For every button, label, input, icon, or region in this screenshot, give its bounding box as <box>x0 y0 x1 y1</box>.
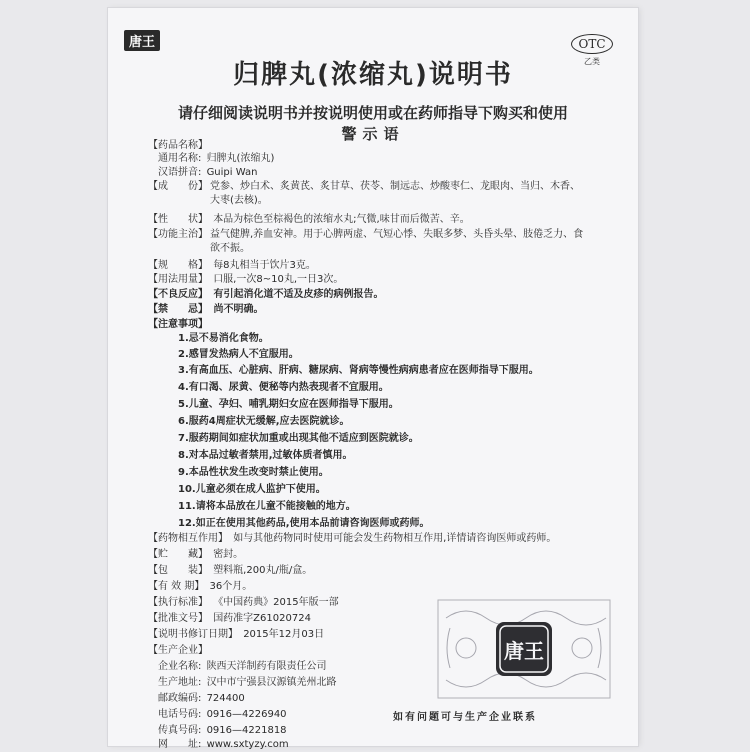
postcode-row <box>158 692 245 706</box>
section-packaging <box>148 564 312 578</box>
warning-heading: 警示语 <box>341 125 405 143</box>
company-name-label: 企业名称: <box>158 661 202 672</box>
indications-label: 【功能主治】 <box>148 229 208 240</box>
website-value: www.sxtyzy.com <box>206 739 289 750</box>
section-properties <box>148 213 470 227</box>
section-indications <box>148 228 588 256</box>
address-row <box>158 676 337 690</box>
revision-label: 【说明书修订日期】 <box>148 629 238 640</box>
precaution-item: 10.儿童必须在成人监护下使用。 <box>178 484 326 495</box>
instruction-sheet <box>108 8 638 750</box>
otc-class-label: 乙类 <box>584 57 600 66</box>
pinyin-row <box>158 166 257 180</box>
section-contraindications <box>148 303 263 317</box>
section-drug-name <box>148 139 208 153</box>
storage-value: 密封。 <box>213 549 244 560</box>
company-name-row <box>158 660 327 674</box>
section-approval <box>148 612 311 626</box>
dosage-value: 口服,一次8~10丸,一日3次。 <box>213 274 344 285</box>
generic-name-label: 通用名称: <box>158 153 202 164</box>
properties-label: 【性 状】 <box>148 214 208 225</box>
fax-value: 0916—4221818 <box>206 725 287 736</box>
indications-value: 益气健脾,养血安神。用于心脾两虚、气短心悸、失眠多梦、头昏头晕、肢倦乏力、食欲不振。 <box>210 229 584 254</box>
specification-value: 每8丸相当于饮片3克。 <box>213 260 316 271</box>
contra-value: 尚不明确。 <box>213 304 264 315</box>
precaution-item: 5.儿童、孕妇、哺乳期妇女应在医师指导下服用。 <box>178 399 399 410</box>
section-precautions <box>148 318 208 332</box>
precautions-label: 【注意事项】 <box>148 319 208 330</box>
precaution-item: 3.有高血压、心脏病、肝病、糖尿病、肾病等慢性病病患者应在医师指导下服用。 <box>178 365 539 376</box>
brand-logo: 唐王 <box>124 30 160 51</box>
section-dosage <box>148 273 343 287</box>
precaution-item: 8.对本品过敏者禁用,过敏体质者慎用。 <box>178 450 353 461</box>
company-name-value: 陕西天洋制药有限责任公司 <box>206 661 327 672</box>
page-title: 归脾丸(浓缩丸)说明书 <box>233 60 513 90</box>
revision-value: 2015年12月03日 <box>243 629 325 640</box>
contra-label: 【禁 忌】 <box>148 304 208 315</box>
specification-label: 【规 格】 <box>148 260 208 271</box>
interactions-value: 如与其他药物同时使用可能会发生药物相互作用,详情请咨询医师或药师。 <box>233 533 557 544</box>
precaution-item: 2.感冒发热病人不宜服用。 <box>178 349 299 360</box>
section-ingredients <box>148 180 588 208</box>
generic-name-value: 归脾丸(浓缩丸) <box>206 153 275 164</box>
phone-label: 电话号码: <box>158 709 202 720</box>
company-seal-logo <box>436 598 612 700</box>
section-interactions <box>148 532 556 546</box>
precaution-item: 7.服药期间如症状加重或出现其他不适应到医院就诊。 <box>178 433 419 444</box>
precaution-item: 9.本品性状发生改变时禁止使用。 <box>178 467 329 478</box>
drug-name-label: 【药品名称】 <box>148 140 208 151</box>
precaution-item: 11.请将本品放在儿童不能接触的地方。 <box>178 501 356 512</box>
section-specification <box>148 259 316 273</box>
pinyin-label: 汉语拼音: <box>158 167 202 178</box>
section-standard <box>148 596 339 610</box>
approval-value: 国药准字Z61020724 <box>213 613 311 624</box>
validity-label: 【有 效 期】 <box>148 581 205 592</box>
section-validity <box>148 580 252 594</box>
approval-label: 【批准文号】 <box>148 613 208 624</box>
precaution-item: 1.忌不易消化食物。 <box>178 333 269 344</box>
storage-label: 【贮 藏】 <box>148 549 208 560</box>
section-revision <box>148 628 324 642</box>
website-label: 网 址: <box>158 739 202 750</box>
adverse-label: 【不良反应】 <box>148 289 208 300</box>
validity-value: 36个月。 <box>209 581 253 592</box>
ingredients-label: 【成 份】 <box>148 181 208 192</box>
packaging-value: 塑料瓶,200丸/瓶/盒。 <box>213 565 313 576</box>
address-value: 汉中市宁强县汉源镇羌州北路 <box>206 677 337 688</box>
phone-row <box>158 708 287 722</box>
properties-value: 本品为棕色至棕褐色的浓缩水丸;气微,味甘而后微苦、辛。 <box>213 214 470 225</box>
precaution-item: 12.如正在使用其他药品,使用本品前请咨询医师或药师。 <box>178 518 430 529</box>
precaution-item: 6.服药4周症状无缓解,应去医院就诊。 <box>178 416 350 427</box>
packaging-label: 【包 装】 <box>148 565 208 576</box>
manufacturer-label: 【生产企业】 <box>148 645 208 656</box>
fax-row <box>158 724 287 738</box>
dosage-label: 【用法用量】 <box>148 274 208 285</box>
standard-value: 《中国药典》2015年版一部 <box>213 597 339 608</box>
postcode-label: 邮政编码: <box>158 693 202 704</box>
contact-notice: 如有问题可与生产企业联系 <box>393 712 537 723</box>
postcode-value: 724400 <box>206 693 245 704</box>
address-label: 生产地址: <box>158 677 202 688</box>
pinyin-value: Guipi Wan <box>206 167 258 178</box>
precaution-item: 4.有口渴、尿黄、便秘等内热表现者不宜服用。 <box>178 382 389 393</box>
section-adverse <box>148 288 383 302</box>
page-subtitle: 请仔细阅读说明书并按说明使用或在药师指导下购买和使用 <box>177 104 568 122</box>
phone-value: 0916—4226940 <box>206 709 287 720</box>
standard-label: 【执行标准】 <box>148 597 208 608</box>
seal-text: 唐王 <box>504 639 544 663</box>
ingredients-value: 党参、炒白术、炙黄芪、炙甘草、茯苓、制远志、炒酸枣仁、龙眼肉、当归、木香、大枣(去核)。 <box>210 181 580 206</box>
interactions-label: 【药物相互作用】 <box>148 533 228 544</box>
adverse-value: 有引起消化道不适及皮疹的病例报告。 <box>213 289 384 300</box>
fax-label: 传真号码: <box>158 725 202 736</box>
otc-badge: OTC <box>571 34 613 54</box>
section-storage <box>148 548 243 562</box>
generic-name-row <box>158 152 274 166</box>
section-manufacturer <box>148 644 208 658</box>
